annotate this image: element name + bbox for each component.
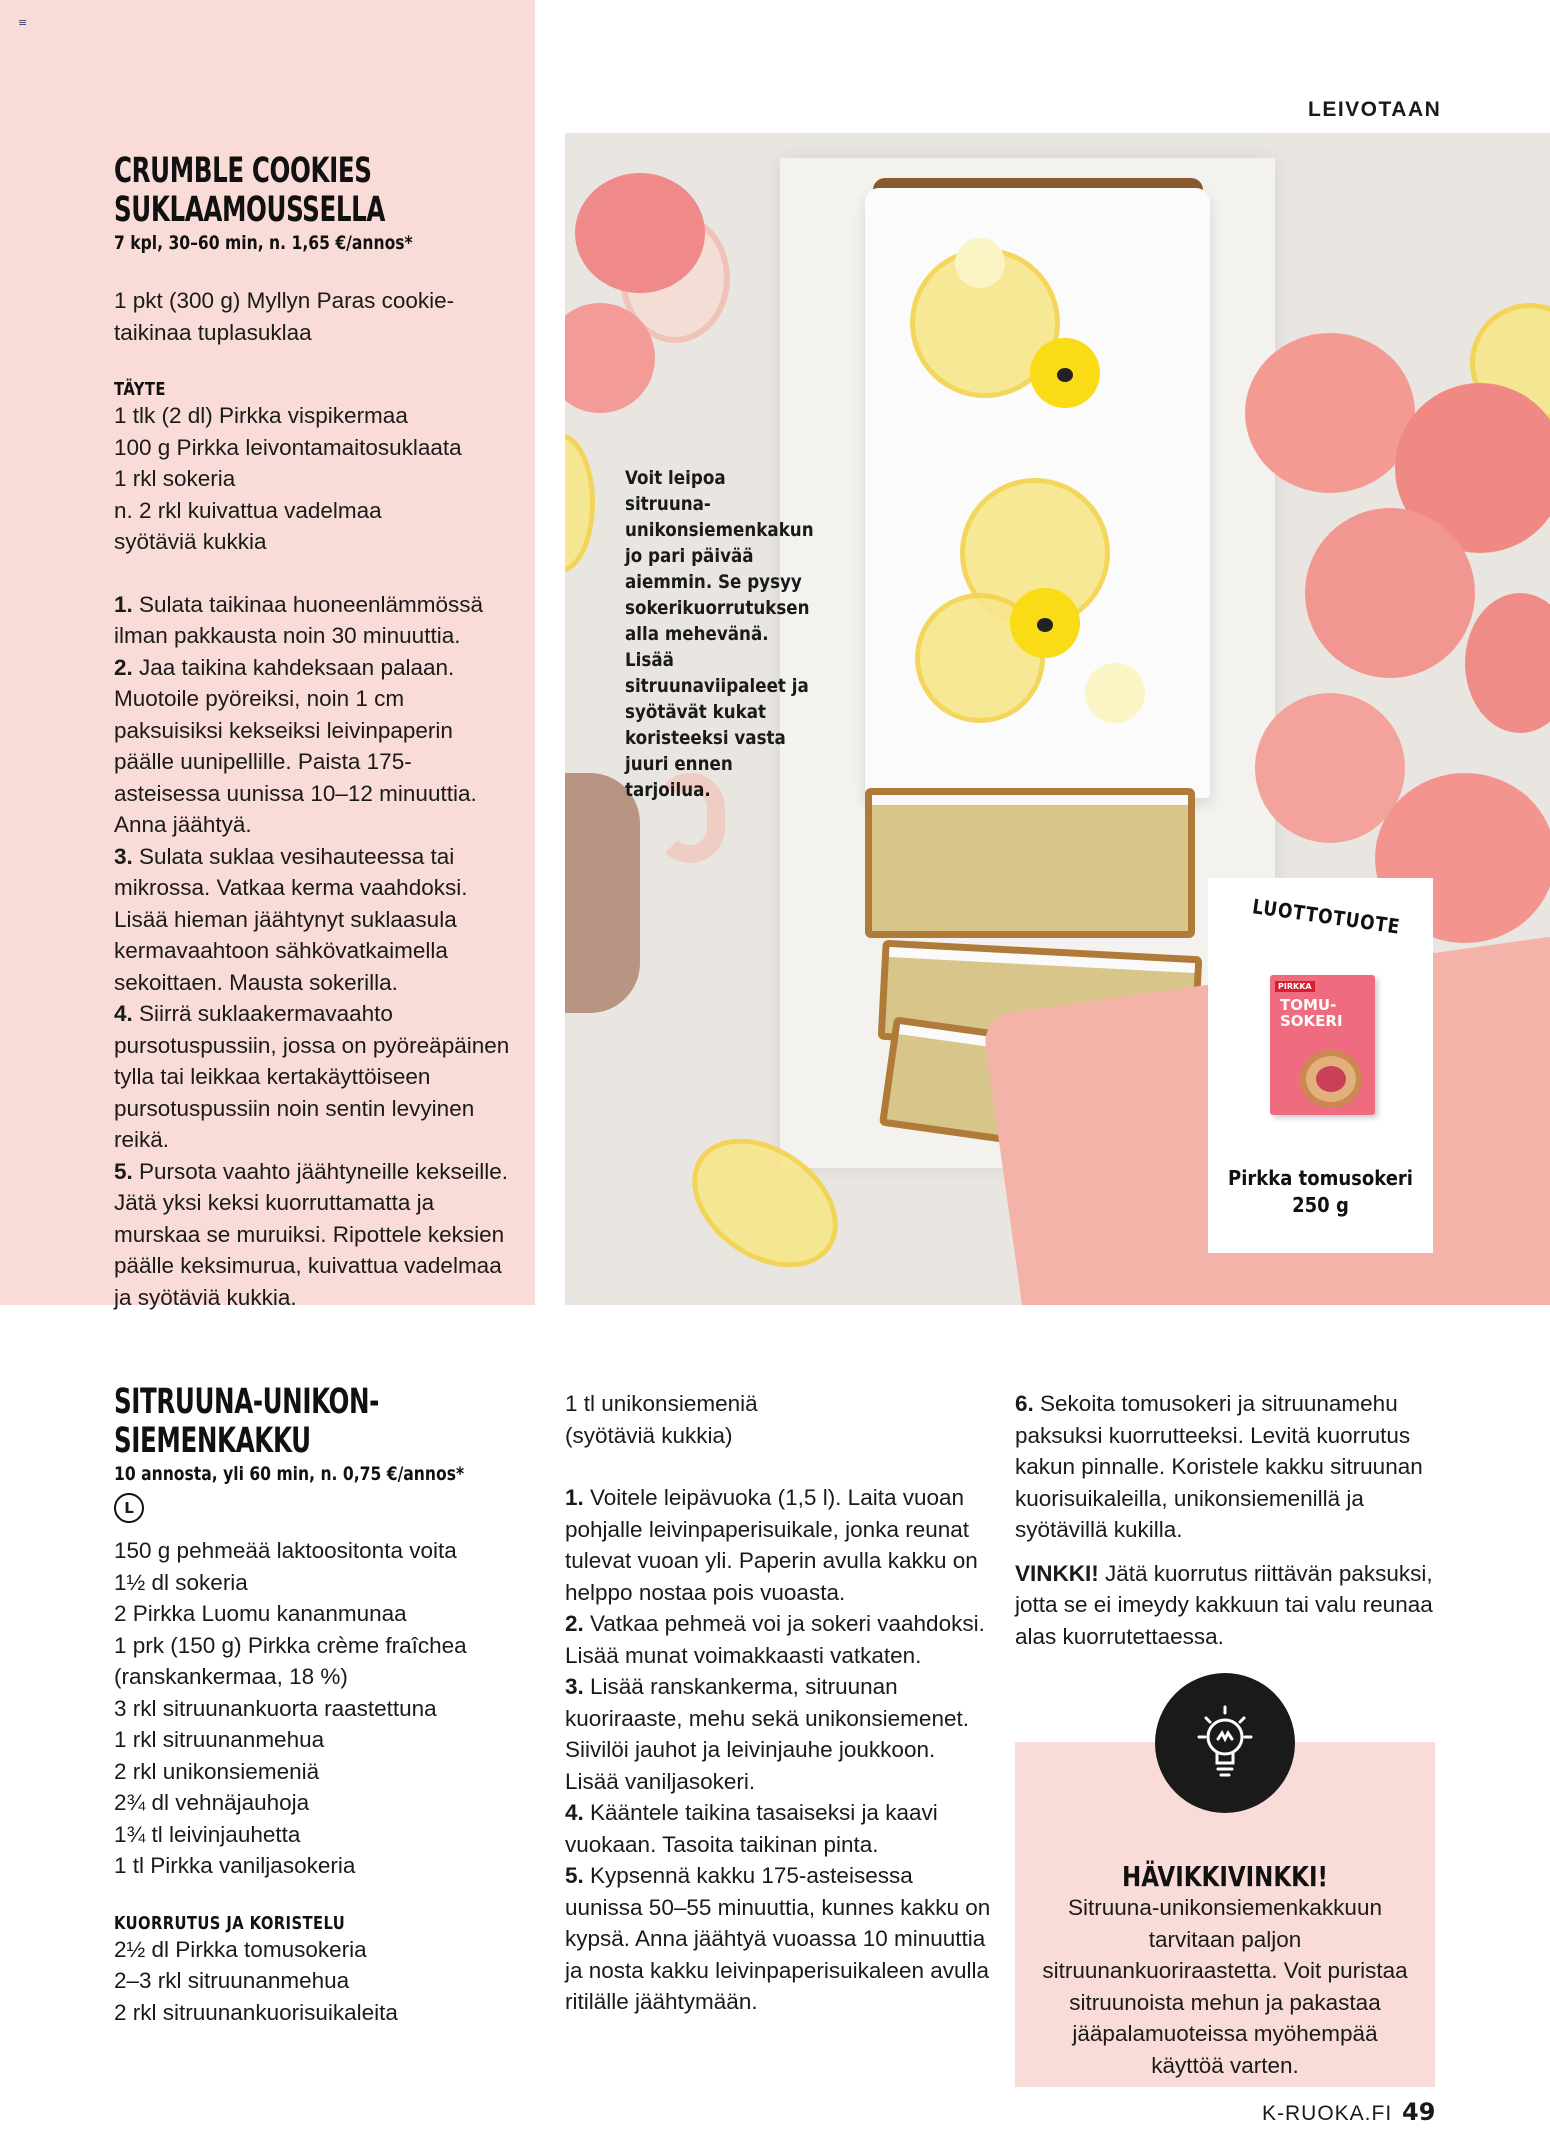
recipe-step: 6. Sekoita tomusokeri ja sitruunamehu paksuksi kuorrutteeksi. Levitä kuorrutus kakun pinnalle. Koristele kakku sitruunan kuorisuikaleilla, unikonsiemenillä ja syötävillä kukilla. bbox=[1015, 1391, 1423, 1542]
lemon-slice bbox=[565, 433, 595, 573]
recipe-step: 3. Sulata suklaa vesihauteessa tai mikrossa. Vatkaa kerma vaahdoksi. Lisää hieman jäähtynyt suklaasula kermavaahtoon sähkövatkaimella sekoittaen. Mausta sokerilla. bbox=[114, 843, 468, 995]
recipe2-title: SITRUUNA-UNIKON-SIEMENKAKKU bbox=[114, 1382, 379, 1462]
pansy-flower bbox=[1030, 338, 1100, 408]
ingredient: 150 g pehmeää laktoositonta voita bbox=[114, 1538, 457, 1564]
recipe-step: 1. Voitele leipävuoka (1,5 l). Laita vuoan pohjalle leivinpaperisuikale, jonka reunat tulevat vuoan yli. Paperin avulla kakku on helppo nostaa pois vuoasta. bbox=[565, 1485, 978, 1605]
product-name: Pirkka tomusokeri 250 g bbox=[1228, 1166, 1413, 1217]
recipe-step: 5. Kypsennä kakku 175-asteisessa uunissa 50–55 minuuttia, kunnes kakku on kypsä. Anna jäähtyä vuoassa 10 minuuttia ja nosta kakku leivinpaperisuikaleen avulla ritilälle jäähtymään. bbox=[565, 1863, 991, 2014]
recipe-step: 5. Pursota vaahto jäähtyneille kekseille. Jätä yksi keksi kuorruttamatta ja murskaa se muruiksi. Ripottele keksien päälle keksimurua, kuivattua vadelmaa ja syötäviä kukkia. bbox=[114, 1158, 508, 1310]
recipe1-base: 1 pkt (300 g) Myllyn Paras cookie-taikinaa tuplasuklaa bbox=[114, 288, 455, 345]
recipe2-column3 bbox=[1015, 1388, 1435, 1652]
footer-site[interactable]: K-RUOKA.FI bbox=[1262, 2102, 1393, 2125]
waste-tip-text: Sitruuna-unikonsiemenkakkuun tarvitaan paljon sitruunankuoriraastetta. Voit puristaa sitruunoista mehun ja pakastaa jääpalamuoteissa myöhempää käyttöä varten. bbox=[1042, 1895, 1408, 2078]
recipe2-column2 bbox=[565, 1388, 995, 2018]
trusted-product-badge: LUOTTOTUOTE bbox=[1250, 894, 1402, 939]
recipe1-meta: 7 kpl, 30–60 min, n. 1,65 €/annos* bbox=[114, 232, 413, 255]
ingredient: 1 tlk (2 dl) Pirkka vispikermaa bbox=[114, 403, 408, 429]
recipe-step: 4. Siirrä suklaakermavaahto pursotuspussiin, jossa on pyöreäpäinen tylla tai leikkaa kertakäyttöiseen pursotuspussiin noin sentin levyinen reikä. bbox=[114, 1001, 510, 1153]
package-tart-image bbox=[1300, 1050, 1362, 1108]
ingredient: 1 rkl sitruunanmehua bbox=[114, 1727, 325, 1753]
page-number: 49 bbox=[1402, 2098, 1436, 2126]
recipe2 bbox=[114, 1383, 514, 2028]
ingredient: 1 tl unikonsiemeniä bbox=[565, 1391, 758, 1416]
ingredient: 1½ dl sokeria bbox=[114, 1569, 248, 1595]
ingredient: (syötäviä kukkia) bbox=[565, 1422, 733, 1448]
ingredient: syötäviä kukkia bbox=[114, 529, 267, 555]
package-brand: PIRKKA bbox=[1275, 981, 1315, 992]
waste-tip-title: HÄVIKKIVINKKI! bbox=[1122, 1860, 1328, 1893]
ingredient: 100 g Pirkka leivontamaitosuklaata bbox=[114, 434, 462, 460]
recipe1-filling-heading: TÄYTE bbox=[114, 379, 166, 401]
recipe-step: 3. Lisää ranskankerma, sitruunan kuoriraaste, mehu sekä unikonsiemenet. Siivilöi jauhot ja leivinjauhe joukkoon. Lisää vaniljasokeri. bbox=[565, 1674, 969, 1794]
product-package-image bbox=[1270, 975, 1375, 1115]
pansy-flower bbox=[1010, 588, 1080, 658]
section-label: LEIVOTAAN bbox=[1308, 98, 1442, 121]
carnation-flower bbox=[1465, 593, 1550, 733]
coffee-mug bbox=[565, 773, 640, 1013]
pansy-flower bbox=[1085, 663, 1145, 723]
recipe-step: 4. Kääntele taikina tasaiseksi ja kaavi vuokaan. Tasoita taikinan pinta. bbox=[565, 1800, 938, 1857]
recipe2-meta: 10 annosta, yli 60 min, n. 0,75 €/annos* bbox=[114, 1463, 465, 1486]
recipe2-topping-heading: KUORRUTUS JA KORISTELU bbox=[114, 1912, 346, 1934]
lightbulb-icon bbox=[1155, 1673, 1295, 1813]
product-card bbox=[1208, 878, 1433, 1253]
recipe-step: 2. Vatkaa pehmeä voi ja sokeri vaahdoksi. Lisää munat voimakkaasti vatkaten. bbox=[565, 1611, 985, 1668]
ingredient: 1 prk (150 g) Pirkka crème fraîchea (ranskankermaa, 18 %) bbox=[114, 1632, 467, 1690]
photo-caption: Voit leipoa sitruuna-unikonsiemenkakun jo pari päivää aiemmin. Se pysyy sokerikuorrutuksen alla mehevänä. Lisää sitruunaviipaleet ja syötävät kukat koristeeksi vasta juuri ennen tarjoilua. bbox=[625, 467, 814, 801]
carnation-flower bbox=[1255, 693, 1405, 843]
ingredient: 2½ dl Pirkka tomusokeria bbox=[114, 1936, 367, 1962]
carnation-flower bbox=[1305, 508, 1475, 678]
ingredient: 2–3 rkl sitruunanmehua bbox=[114, 1968, 350, 1994]
pansy-flower bbox=[955, 238, 1005, 288]
recipe-step: 2. Jaa taikina kahdeksaan palaan. Muotoile pyöreiksi, noin 1 cm paksuisiksi kekseiksi leivinpaperin päälle uunipellille. Paista 175-asteisessa uunissa 10–12 minuuttia. Anna jäähtyä. bbox=[114, 654, 477, 838]
ingredient: 3 rkl sitruunankuorta raastettuna bbox=[114, 1695, 437, 1721]
ingredient: 1 rkl sokeria bbox=[114, 466, 236, 492]
carnation-flower bbox=[1245, 333, 1415, 493]
ingredient: 1¾ tl leivinjauhetta bbox=[114, 1821, 301, 1847]
menu-icon[interactable]: ≡ bbox=[18, 16, 28, 29]
ingredient: 2¾ dl vehnäjauhoja bbox=[114, 1790, 310, 1816]
recipe1 bbox=[114, 152, 514, 1313]
cake-slice bbox=[865, 788, 1195, 938]
package-name: TOMU- SOKERI bbox=[1280, 996, 1343, 1030]
recipe1-title: CRUMBLE COOKIES SUKLAAMOUSSELLA bbox=[114, 151, 385, 231]
carnation-flower bbox=[575, 173, 705, 293]
ingredient: n. 2 rkl kuivattua vadelmaa bbox=[114, 497, 382, 523]
recipe-step: 1. Sulata taikinaa huoneenlämmössä ilman pakkausta noin 30 minuuttia. bbox=[114, 591, 484, 649]
ingredient: 1 tl Pirkka vaniljasokeria bbox=[114, 1853, 356, 1879]
recipe-tip: VINKKI! Jätä kuorrutus riittävän paksuksi, jotta se ei imeydy kakkuun tai valu reunaa alas kuorrutettaessa. bbox=[1015, 1560, 1433, 1649]
ingredient: 2 Pirkka Luomu kananmunaa bbox=[114, 1601, 407, 1627]
lactose-free-badge: L bbox=[114, 1493, 144, 1523]
ingredient: 2 rkl unikonsiemeniä bbox=[114, 1758, 320, 1784]
ingredient: 2 rkl sitruunankuorisuikaleita bbox=[114, 1999, 398, 2025]
